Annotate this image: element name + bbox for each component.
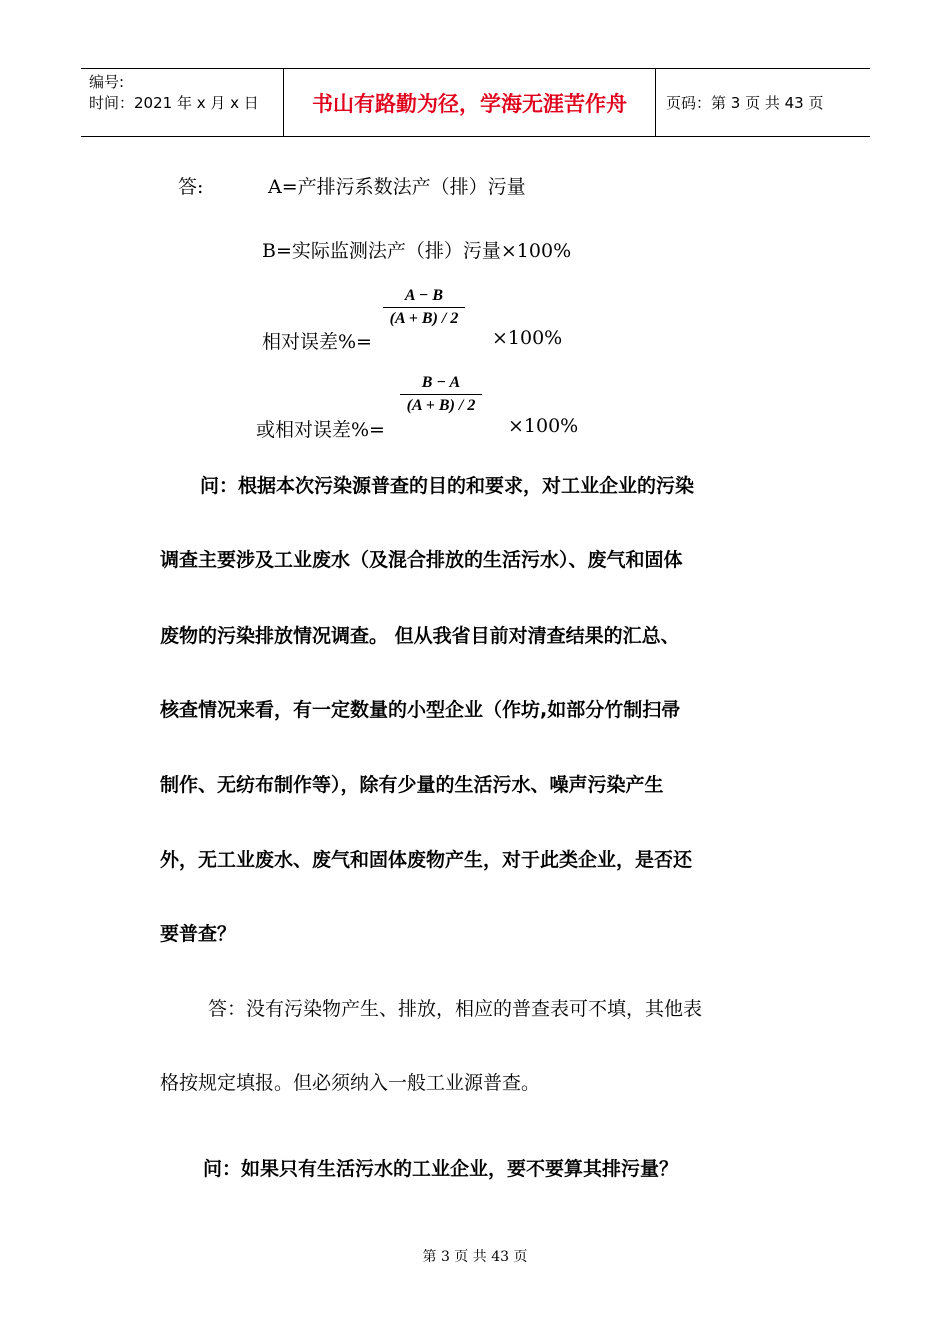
answer1-line: 格按规定填报。但必须纳入一般工业源普查。 — [160, 1072, 541, 1094]
question2-line: 问：如果只有生活污水的工业企业，要不要算其排污量？ — [203, 1158, 679, 1180]
question1-line: 废物的污染排放情况调查。 但从我省目前对清查结果的汇总、 — [160, 625, 680, 647]
relative-error-label-2: 或相对误差%= — [256, 419, 385, 441]
question1-line: 核查情况来看，有一定数量的小型企业（作坊,如部分竹制扫帚 — [160, 699, 681, 721]
page-footer: 第 3 页 共 43 页 — [422, 1249, 528, 1265]
header-meta — [81, 69, 283, 136]
fraction-2-numerator: B − A — [421, 374, 461, 391]
header-time-label: 时间：2021 年 x 月 x 日 — [89, 94, 259, 112]
answer-label: 答: — [178, 176, 204, 198]
times-100-2: ×100% — [508, 415, 579, 437]
question1-line: 要普查？ — [160, 923, 237, 945]
fraction-2-denominator: (A + B) / 2 — [406, 397, 476, 414]
formula-line-a: A=产排污系数法产（排）污量 — [268, 176, 526, 198]
page-header — [81, 68, 870, 137]
question1-line: 外，无工业废水、废气和固体废物产生，对于此类企业，是否还 — [160, 849, 693, 871]
fraction-2 — [400, 374, 482, 415]
question1-line: 调查主要涉及工业废水（及混合排放的生活污水）、废气和固体 — [160, 549, 683, 571]
question1-line: 问：根据本次污染源普查的目的和要求，对工业企业的污染 — [200, 475, 695, 497]
header-page-info: 页码：第 3 页 共 43 页 — [666, 94, 824, 112]
fraction-1-numerator: A − B — [404, 287, 444, 304]
header-motto: 书山有路勤为径，学海无涯苦作舟 — [283, 69, 656, 136]
times-100-1: ×100% — [492, 327, 563, 349]
answer1-line: 答：没有污染物产生、排放，相应的普查表可不填，其他表 — [208, 998, 703, 1020]
header-number-label: 编号: — [89, 73, 125, 91]
fraction-1-denominator: (A + B) / 2 — [389, 310, 459, 327]
question1-line: 制作、无纺布制作等），除有少量的生活污水、噪声污染产生 — [160, 774, 664, 796]
relative-error-label: 相对误差%= — [262, 331, 372, 353]
formula-line-b: B=实际监测法产（排）污量×100% — [262, 240, 572, 262]
fraction-1 — [383, 287, 465, 328]
